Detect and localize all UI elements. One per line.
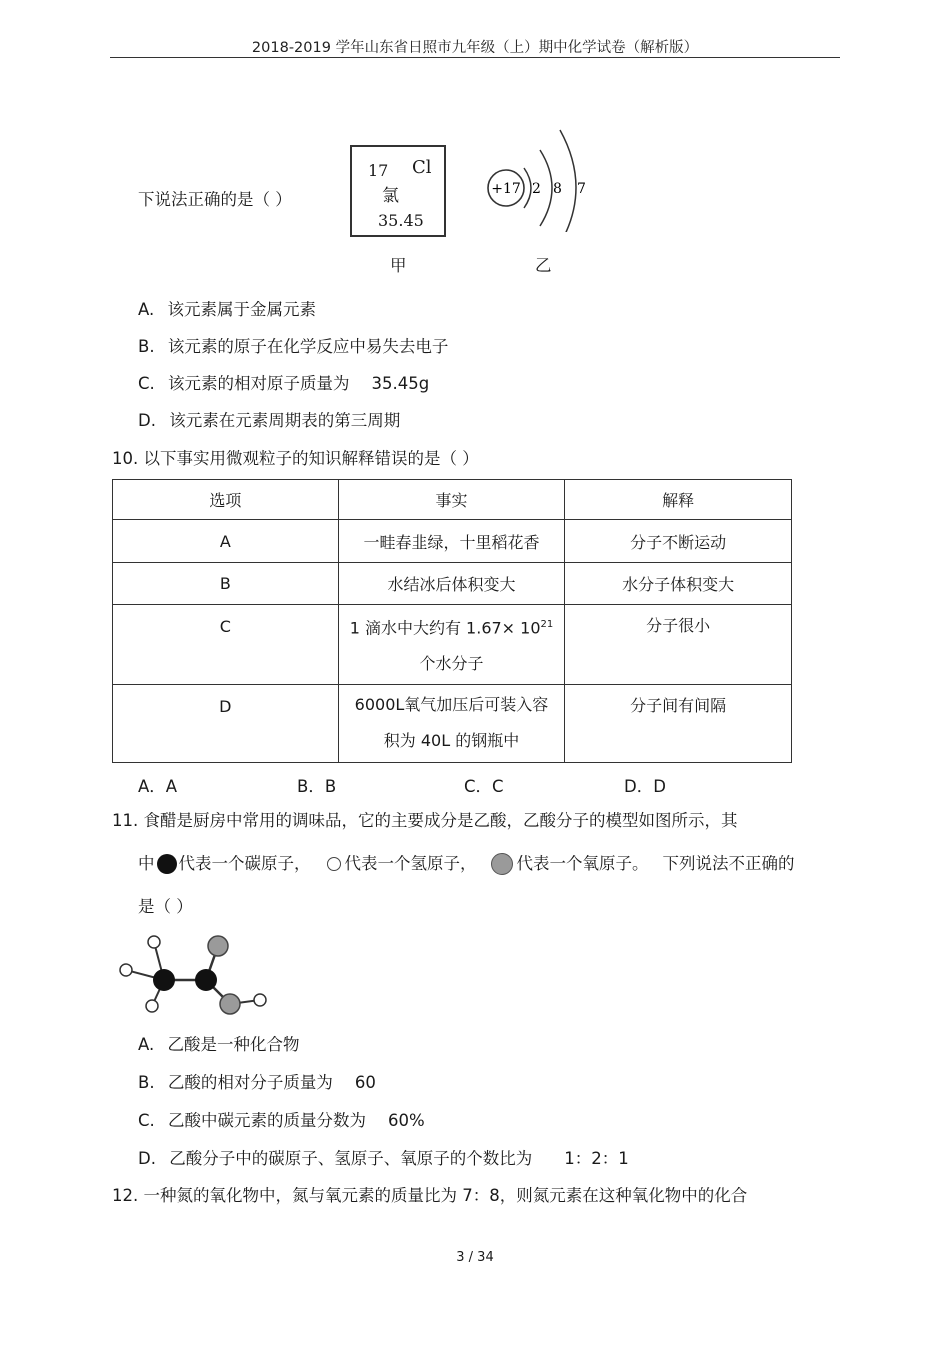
page-number: 3 / 34	[456, 1250, 494, 1265]
q11-stem-line1: 11. 食醋是厨房中常用的调味品，它的主要成分是乙酸，乙酸分子的模型如图所示，其	[112, 811, 738, 830]
q10-answer-a: A．A	[138, 777, 178, 796]
shell-arc-1	[524, 168, 531, 208]
shell-3-electrons: 7	[577, 181, 586, 197]
q11-option-a: A. 乙酸是一种化合物	[138, 1035, 300, 1054]
q11-option-d: D. 乙酸分子中的碳原子、氢原子、氧原子的个数比为 1：2：1	[138, 1149, 629, 1168]
acetic-acid-molecule-model	[112, 928, 272, 1020]
q9-option-a: A. 该元素属于金属元素	[138, 300, 316, 319]
hydrogen-atom	[254, 994, 266, 1006]
shell-arc-2	[540, 150, 552, 226]
q11-stem-line3: 是（ ）	[138, 897, 193, 916]
header-explanation: 解释	[565, 480, 792, 520]
hydrogen-atom-legend-icon	[327, 857, 341, 871]
atom-structure-diagram	[480, 122, 600, 232]
figure-caption-jia: 甲	[390, 256, 407, 275]
element-symbol: Cl	[412, 157, 432, 178]
carbon-atom	[195, 969, 217, 991]
table-row: D 6000L氧气加压后可装入容 积为 40L 的钢瓶中 分子间有间隔	[113, 685, 792, 763]
oxygen-atom	[208, 936, 228, 956]
nucleus-label: +17	[491, 181, 521, 197]
header-fact: 事实	[338, 480, 565, 520]
shell-1-electrons: 2	[532, 181, 541, 197]
atomic-number: 17	[368, 161, 389, 180]
hydrogen-atom	[148, 936, 160, 948]
hydrogen-atom	[120, 964, 132, 976]
q10-table	[112, 479, 792, 763]
q9-option-b: B. 该元素的原子在化学反应中易失去电子	[138, 337, 449, 356]
shell-2-electrons: 8	[553, 181, 562, 197]
carbon-atom	[153, 969, 175, 991]
page-header: 2018-2019 学年山东省日照市九年级（上）期中化学试卷（解析版）	[251, 40, 699, 56]
atomic-mass: 35.45	[378, 211, 424, 230]
figure-caption-yi: 乙	[535, 256, 552, 275]
header-option: 选项	[113, 480, 339, 520]
header-rule	[110, 57, 840, 58]
q10-answer-c: C．C	[464, 777, 504, 796]
element-box-chlorine	[350, 145, 446, 237]
q12-stem: 12. 一种氮的氧化物中，氮与氧元素的质量比为 7：8，则氮元素在这种氧化物中的化合	[112, 1186, 748, 1205]
table-row: A 一畦春韭绿，十里稻花香 分子不断运动	[113, 520, 792, 563]
element-name: 氯	[382, 186, 399, 206]
q9-stem: 下说法正确的是（ ）	[138, 190, 292, 209]
carbon-atom-legend-icon	[157, 854, 177, 874]
shell-arc-3	[560, 130, 576, 232]
q11-option-b: B. 乙酸的相对分子质量为 60	[138, 1073, 376, 1092]
table-row: C 1 滴水中大约有 $1.67\times 10^{21}$ 个水分子 分子很小	[113, 605, 792, 685]
hydrogen-atom	[146, 1000, 158, 1012]
q9-option-c: C. 该元素的相对原子质量为 35.45g	[138, 374, 430, 393]
oxygen-atom-legend-icon	[491, 853, 513, 875]
q11-stem-line2: 中 代表一个碳原子， 代表一个氢原子， 代表一个氧原子。 下列说法不正确的	[138, 854, 795, 873]
q9-option-d: D. 该元素在元素周期表的第三周期	[138, 411, 401, 430]
table-row: B 水结冰后体积变大 水分子体积变大	[113, 563, 792, 605]
q10-answer-d: D．D	[624, 777, 666, 796]
q11-option-c: C. 乙酸中碳元素的质量分数为 60%	[138, 1111, 425, 1130]
table-header-row	[113, 480, 792, 520]
q10-answer-b: B．B	[297, 777, 337, 796]
q10-stem: 10. 以下事实用微观粒子的知识解释错误的是（ ）	[112, 449, 479, 468]
oxygen-atom	[220, 994, 240, 1014]
